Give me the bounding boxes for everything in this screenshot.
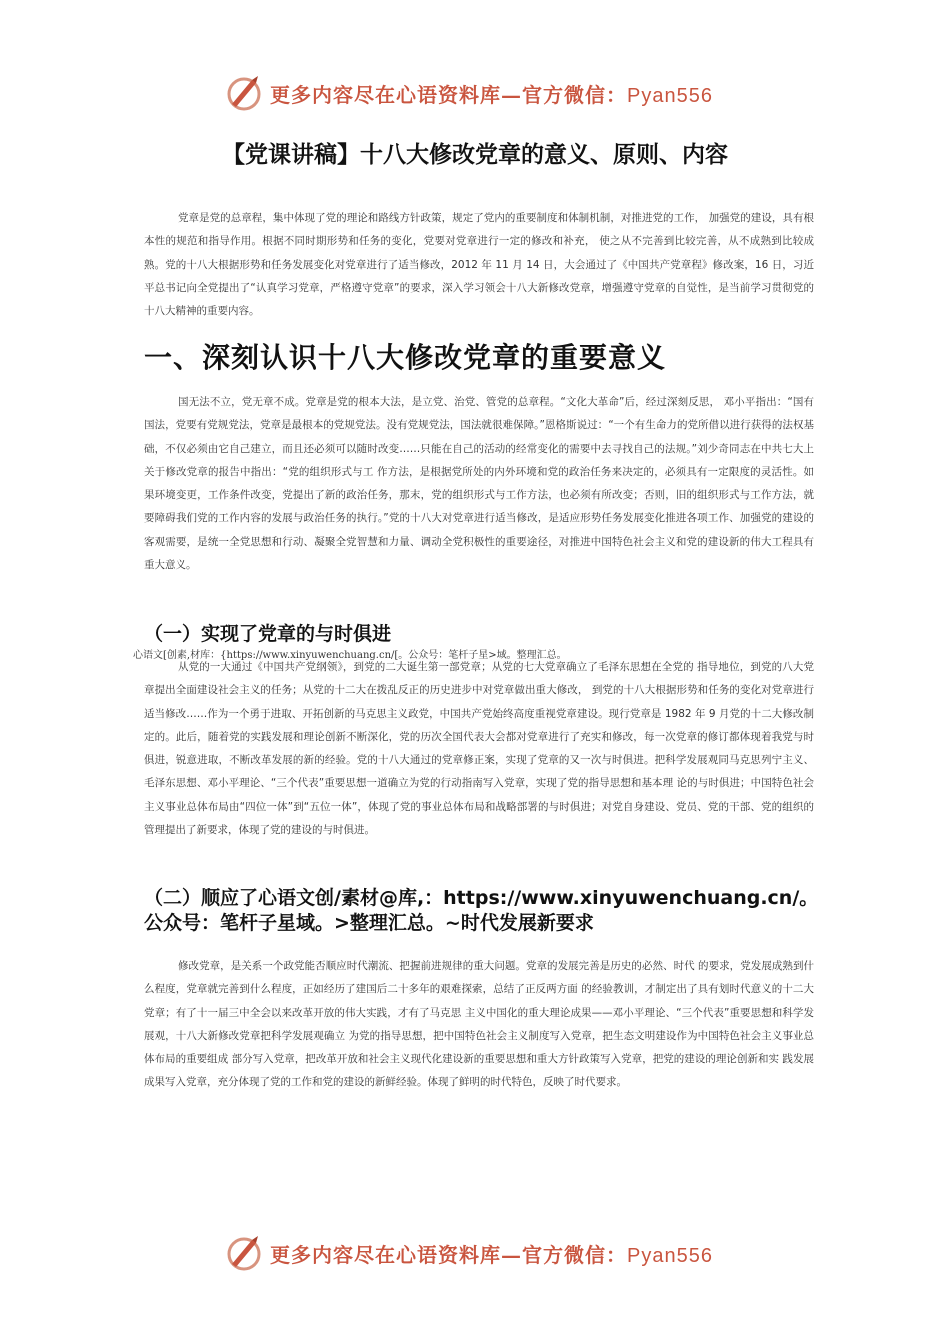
subsection-1-paragraph: 从党的一大通过《中国共产党纲领》，到党的二大诞生第一部党章；从党的七大党章确立了毛泽东思想在全党的 指导地位，到党的八大党章提出全面建设社会主义的任务；从党的十二大在拨乱反正的历史进步中对党章做出重大修改， 到党的十八大根据形势和任务的变化对党章进行适当修改……作为一个勇于进取、开拓创新的马克思主义政党，中国共产党始终高度重视党章建设。现行党章是 1982 年 9 月党的十二大修改制定的。此后，随着党的实践发展和理论创新不断深化，党的历次全国代表大会都对党章进行了充实和修改，每一次党章的修订都体现着我党与时俱进，锐意进取，不断改革发展的新的经验。党的十八大通过的党章修正案，实现了党章的又一次与时俱进。把科学发展观同马克思列宁主义、毛泽东思想、邓小平理论、“三个代表”重要思想一道确立为党的行动指南写入党章，实现了党的指导思想和基本理 论的与时俱进；中国特色社会主义事业总体布局由“四位一体”到“五位一体”，体现了党的事业总体布局和战略部署的与时俱进；对党自身建设、党员、党的干部、党的组织的管理提出了新要求，体现了党的建设的与时俱进。 xyxy=(144,661,814,837)
subsection-2-paragraph: 修改党章，是关系一个政党能否顺应时代潮流、把握前进规律的重大问题。党章的发展完善是历史的必然、时代 的要求，党发展成熟到什么程度，党章就完善到什么程度，正如经历了建国后二十多年的艰难探索，总结了正反两方面 的经验教训，才制定出了具有划时代意义的十二大党章；有了十一届三中全会以来改革开放的伟大实践，才有了马克思 主义中国化的重大理论成果——邓小平理论、“三个代表”重要思想和科学发展观，十八大新修改党章把科学发展观确立 为党的指导思想，把中国特色社会主义制度写入党章，把生态文明建设作为中国特色社会主义事业总体布局的重要组成 部分写入党章，把改革开放和社会主义现代化建设新的重要思想和重大方针政策写入党章，把党的建设的理论创新和实 践发展成果写入党章，充分体现了党的工作和党的建设的新鲜经验。体现了鲜明的时代特色，反映了时代要求。 xyxy=(144,960,814,1089)
subsection-2-heading: （二）顺应了心语文创/素材@库,：https://www.xinyuwenchuang.cn/。公众号：笔杆子星域。>整理汇总。~时代发展新要求 xyxy=(144,887,819,934)
banner-text: 更多内容尽在心语资料库—官方微信：Pyan556 xyxy=(270,82,713,107)
section-1-heading: 一、深刻认识十八大修改党章的重要意义 xyxy=(144,341,667,374)
pen-circle-logo-icon xyxy=(224,1232,266,1274)
document-title: 【党课讲稿】十八大修改党章的意义、原则、内容 xyxy=(222,142,728,168)
subsection-1-heading: （一）实现了党章的与时俱进 xyxy=(144,623,392,645)
intro-paragraph: 党章是党的总章程，集中体现了党的理论和路线方针政策，规定了党内的重要制度和体制机制，对推进党的工作， 加强党的建设，具有根本性的规范和指导作用。根据不同时期形势和任务的变化，党要对党章进行一定的修改和补充， 使之从不完善到比较完善，从不成熟到比较成熟。党的十八大根据形势和任务发展变化对党章进行了适当修改，2012 年 11 月 14 日，大会通过了《中国共产党章程》修改案，16 日，习近平总书记向全党提出了“认真学习党章，严格遵守党章”的要求，深入学习领会十八大新修改党章，增强遵守党章的自觉性，是当前学习贯彻党的十八大精神的重要内容。 xyxy=(144,212,814,318)
footer-watermark-banner xyxy=(224,1230,744,1276)
subsection-1-note: 心语文[创素,材库：{https://www.xinyuwenchuang.cn/[。公众号：笔杆子星>域。整理汇总。 xyxy=(133,650,567,661)
header-watermark-banner xyxy=(224,70,744,116)
banner-text: 更多内容尽在心语资料库—官方微信：Pyan556 xyxy=(270,1242,713,1267)
section-1-paragraph: 国无法不立，党无章不成。党章是党的根本大法，是立党、治党、管党的总章程。“文化大革命”后，经过深刻反思， 邓小平指出：“国有国法，党要有党规党法，党章是最根本的党规党法。没有党规党法，国法就很难保障。”恩格斯说过：“一个有生命力的党所借以进行获得的法权基础，不仅必须由它自己建立，而且还必须可以随时改变……只能在自己的活动的经常变化的需要中去寻找自己的法规。”刘少奇同志在中共七大上关于修改党章的报告中指出：“党的组织形式与工 作方法，是根据党所处的内外环境和党的政治任务来决定的，必须具有一定限度的灵活性。如果环境变更，工作条件改变，党提出了新的政治任务，那末，党的组织形式与工作方法，也必须有所改变；否则，旧的组织形式与工作方法，就要障碍我们党的工作内容的发展与政治任务的执行。”党的十八大对党章进行适当修改，是适应形势任务发展变化推进各项工作、加强党的建设的客观需要，是统一全党思想和行动、凝聚全党智慧和力量、调动全党积极性的重要途径，对推进中国特色社会主义和党的建设新的伟大工程具有重大意义。 xyxy=(144,396,814,572)
pen-circle-logo-icon xyxy=(224,72,266,114)
banner-wechat-id: Pyan556 xyxy=(627,1244,713,1267)
banner-wechat-id: Pyan556 xyxy=(627,84,713,107)
